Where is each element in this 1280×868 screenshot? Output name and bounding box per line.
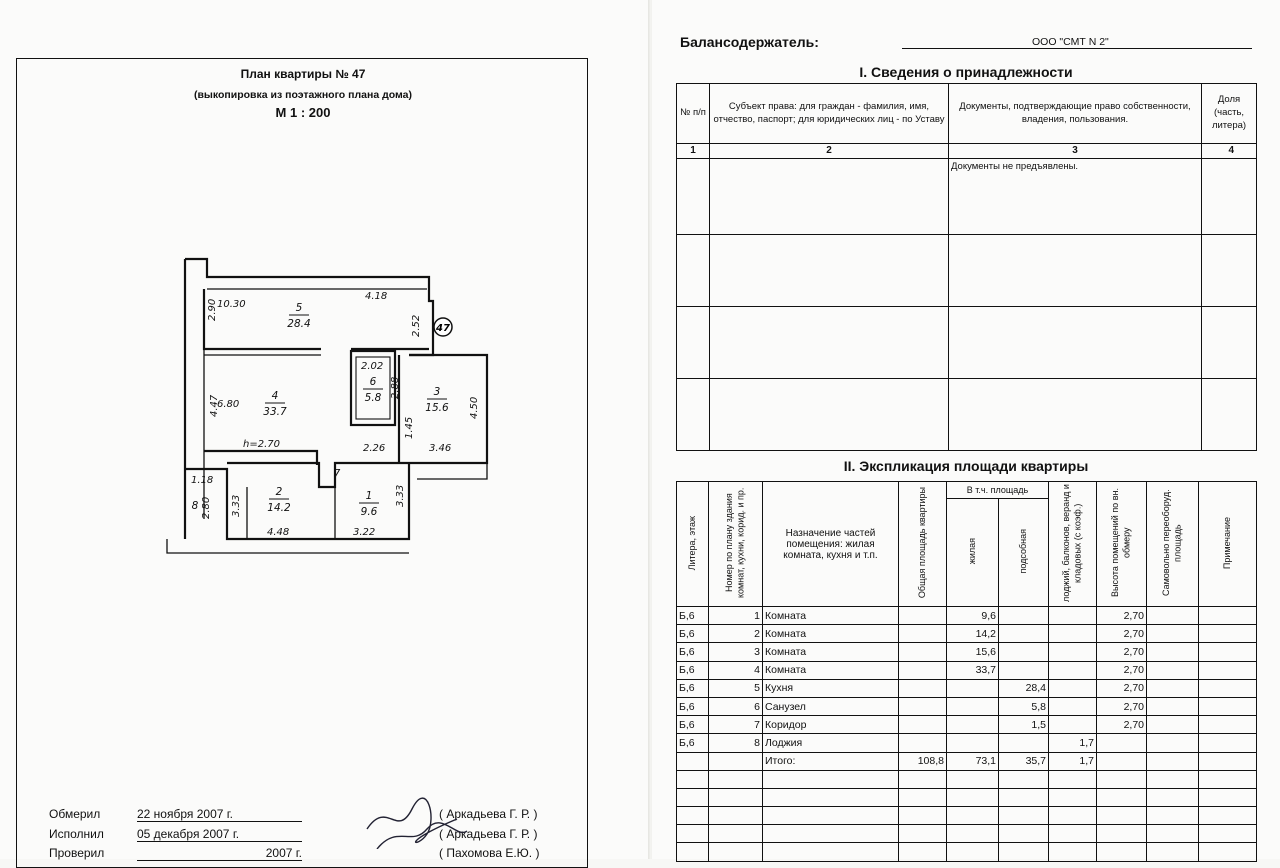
cell-living — [947, 679, 999, 697]
signature-role: Исполнил — [49, 827, 104, 841]
dim: 6.80 — [217, 399, 240, 410]
table-row — [677, 643, 1257, 661]
cell-height: 2,70 — [1097, 625, 1147, 643]
dim: 3.33 — [231, 494, 242, 517]
cell-name: Комната — [763, 661, 899, 679]
cell-name: Лоджия — [763, 734, 899, 752]
cell-total — [899, 697, 947, 715]
cell-name: Комната — [763, 643, 899, 661]
room-number: 6 — [369, 376, 377, 388]
right-page — [652, 0, 1280, 859]
explication-body — [677, 607, 1257, 862]
total-living: 73,1 — [947, 752, 999, 770]
dim: 2.26 — [363, 443, 386, 454]
dim: 2.88 — [390, 376, 401, 399]
cell-loggia: 1,7 — [1049, 734, 1097, 752]
handwritten-signature — [357, 789, 477, 849]
section1-title: I. Сведения о принадлежности — [859, 64, 1073, 80]
room-area: 15.6 — [425, 402, 449, 414]
signature-name: ( Пахомова Е.Ю. ) — [439, 846, 540, 860]
room-number: 8 — [191, 500, 199, 512]
cell-aux — [999, 643, 1049, 661]
dim: 4.47 — [209, 394, 220, 417]
cell-total — [899, 643, 947, 661]
cell-number: 3 — [709, 643, 763, 661]
cell-litera: Б,6 — [677, 716, 709, 734]
cell-height: 2,70 — [1097, 661, 1147, 679]
table-row — [677, 625, 1257, 643]
cell-loggia — [1049, 697, 1097, 715]
signature-role: Проверил — [49, 846, 105, 860]
cell-total — [899, 625, 947, 643]
signature-date: 22 ноября 2007 г. — [137, 807, 302, 822]
ownership-table — [676, 83, 1257, 451]
room-area: 14.2 — [267, 502, 291, 514]
signature-date: 2007 г. — [137, 846, 302, 861]
cell-loggia — [1049, 679, 1097, 697]
section2-title: II. Экспликация площади квартиры — [843, 458, 1089, 474]
cell-aux — [999, 625, 1049, 643]
cell-name: Комната — [763, 607, 899, 625]
cell-number: 7 — [709, 716, 763, 734]
table-row — [677, 607, 1257, 625]
cell-litera: Б,6 — [677, 643, 709, 661]
cell-loggia — [1049, 716, 1097, 734]
documents-note: Документы не предъявлены. — [949, 158, 1202, 234]
dim: 2.02 — [361, 361, 384, 372]
cell-litera: Б,6 — [677, 734, 709, 752]
header-cell: В т.ч. площадь — [947, 482, 1049, 499]
cell-aux — [999, 607, 1049, 625]
header-cell: Назначение частей помещения: жилая комната, кухня и т.п. — [763, 482, 899, 607]
plan-subtitle: (выкопировка из поэтажного плана дома) — [193, 89, 412, 101]
room-number: 5 — [295, 302, 303, 314]
cell-living: 33,7 — [947, 661, 999, 679]
cell-loggia — [1049, 625, 1097, 643]
cell-litera: Б,6 — [677, 607, 709, 625]
room-area: 33.7 — [263, 406, 287, 418]
header-cell: Высота помещений по вн. обмеру — [1110, 488, 1132, 598]
column-number: 4 — [1202, 144, 1257, 159]
cell-litera: Б,6 — [677, 661, 709, 679]
cell-living: 9,6 — [947, 607, 999, 625]
cell-number: 6 — [709, 697, 763, 715]
cell-living — [947, 697, 999, 715]
table-row — [677, 661, 1257, 679]
plan-title: План квартиры № 47 — [240, 67, 366, 81]
plan-frame — [16, 58, 588, 868]
cell-height: 2,70 — [1097, 697, 1147, 715]
cell-living: 15,6 — [947, 643, 999, 661]
cell-loggia — [1049, 607, 1097, 625]
cell-total — [899, 607, 947, 625]
header-cell: Литера, этаж — [686, 515, 697, 571]
cell-living — [947, 716, 999, 734]
ceiling-height: h=2.70 — [243, 439, 280, 450]
explication-table — [676, 481, 1257, 862]
header-cell: Субъект права: для граждан - фамилия, имя, отчество, паспорт; для юридических лиц - по Уставу — [710, 84, 949, 144]
cell-name: Кухня — [763, 679, 899, 697]
dim: 1.18 — [191, 475, 214, 486]
table-row — [677, 679, 1257, 697]
floor-plan — [17, 59, 589, 619]
signature-role: Обмерил — [49, 807, 101, 821]
header-cell: Самовольно переоборуд. площадь — [1161, 489, 1183, 597]
dim: 4.50 — [469, 396, 480, 419]
dim: 4.18 — [365, 291, 388, 302]
header-cell: подсобная — [1017, 529, 1028, 574]
cell-total — [899, 661, 947, 679]
column-number: 2 — [710, 144, 949, 159]
dim: 3.33 — [395, 484, 406, 507]
cell-loggia — [1049, 661, 1097, 679]
header-cell: Общая площадь квартиры — [916, 487, 927, 599]
cell-total — [899, 734, 947, 752]
header-cell: Примечание — [1221, 516, 1232, 570]
room-number: 7 — [333, 468, 341, 480]
column-number: 1 — [677, 144, 710, 159]
header-cell: № п/п — [677, 84, 710, 144]
cell-aux: 5,8 — [999, 697, 1049, 715]
cell-litera: Б,6 — [677, 697, 709, 715]
dim: 2.80 — [201, 496, 212, 519]
table-row — [677, 697, 1257, 715]
total-row — [677, 752, 1257, 770]
cell-aux — [999, 661, 1049, 679]
total-label: Итого: — [763, 752, 899, 770]
dim: 3.46 — [429, 443, 452, 454]
table-row — [677, 716, 1257, 734]
cell-name: Санузел — [763, 697, 899, 715]
room-area: 28.4 — [287, 318, 311, 330]
table-row — [677, 734, 1257, 752]
dim: 2.90 — [207, 298, 218, 321]
plan-scale: М 1 : 200 — [275, 105, 331, 120]
cell-height: 2,70 — [1097, 643, 1147, 661]
column-number: 3 — [949, 144, 1202, 159]
total-loggia: 1,7 — [1049, 752, 1097, 770]
cell-total — [899, 716, 947, 734]
cell-number: 1 — [709, 607, 763, 625]
cell-loggia — [1049, 643, 1097, 661]
apartment-mark: 47 — [436, 323, 450, 334]
cell-number: 4 — [709, 661, 763, 679]
cell-name: Коридор — [763, 716, 899, 734]
cell-living: 14,2 — [947, 625, 999, 643]
signature-date: 05 декабря 2007 г. — [137, 827, 302, 842]
header-cell: лоджий, балконов, веранд и кладовых (с коэф.) — [1061, 484, 1083, 602]
cell-name: Комната — [763, 625, 899, 643]
cell-number: 2 — [709, 625, 763, 643]
room-number: 3 — [433, 386, 441, 398]
cell-height: 2,70 — [1097, 716, 1147, 734]
cell-total — [899, 679, 947, 697]
cell-litera: Б,6 — [677, 679, 709, 697]
header-cell: Доля (часть, литера) — [1202, 84, 1257, 144]
cell-number: 8 — [709, 734, 763, 752]
room-area: 5.8 — [364, 392, 382, 404]
cell-number: 5 — [709, 679, 763, 697]
cell-height: 2,70 — [1097, 607, 1147, 625]
signature-name: ( Аркадьева Г. Р. ) — [439, 827, 538, 841]
room-number: 1 — [365, 490, 373, 502]
cell-height: 2,70 — [1097, 679, 1147, 697]
cell-aux: 28,4 — [999, 679, 1049, 697]
dim: 4.48 — [267, 527, 290, 538]
signature-name: ( Аркадьева Г. Р. ) — [439, 807, 538, 821]
total-area: 108,8 — [899, 752, 947, 770]
header-cell: Номер по плану здания комнат, кухни, корид. и пр. — [724, 487, 746, 599]
dim: 10.30 — [217, 299, 246, 310]
cell-aux: 1,5 — [999, 716, 1049, 734]
dim: 1.45 — [404, 416, 415, 439]
header-cell: жилая — [966, 538, 977, 565]
dim: 2.52 — [411, 314, 422, 337]
owner-label: Балансодержатель: — [680, 34, 819, 50]
room-number: 4 — [271, 390, 279, 402]
cell-living — [947, 734, 999, 752]
cell-height — [1097, 734, 1147, 752]
room-number: 2 — [275, 486, 283, 498]
cell-litera: Б,6 — [677, 625, 709, 643]
owner-value: ООО "СМТ N 2" — [902, 36, 1252, 49]
cell-aux — [999, 734, 1049, 752]
total-aux: 35,7 — [999, 752, 1049, 770]
header-cell: Документы, подтверждающие право собственности, владения, пользования. — [949, 84, 1202, 144]
room-area: 9.6 — [360, 506, 378, 518]
dim: 3.22 — [353, 527, 376, 538]
